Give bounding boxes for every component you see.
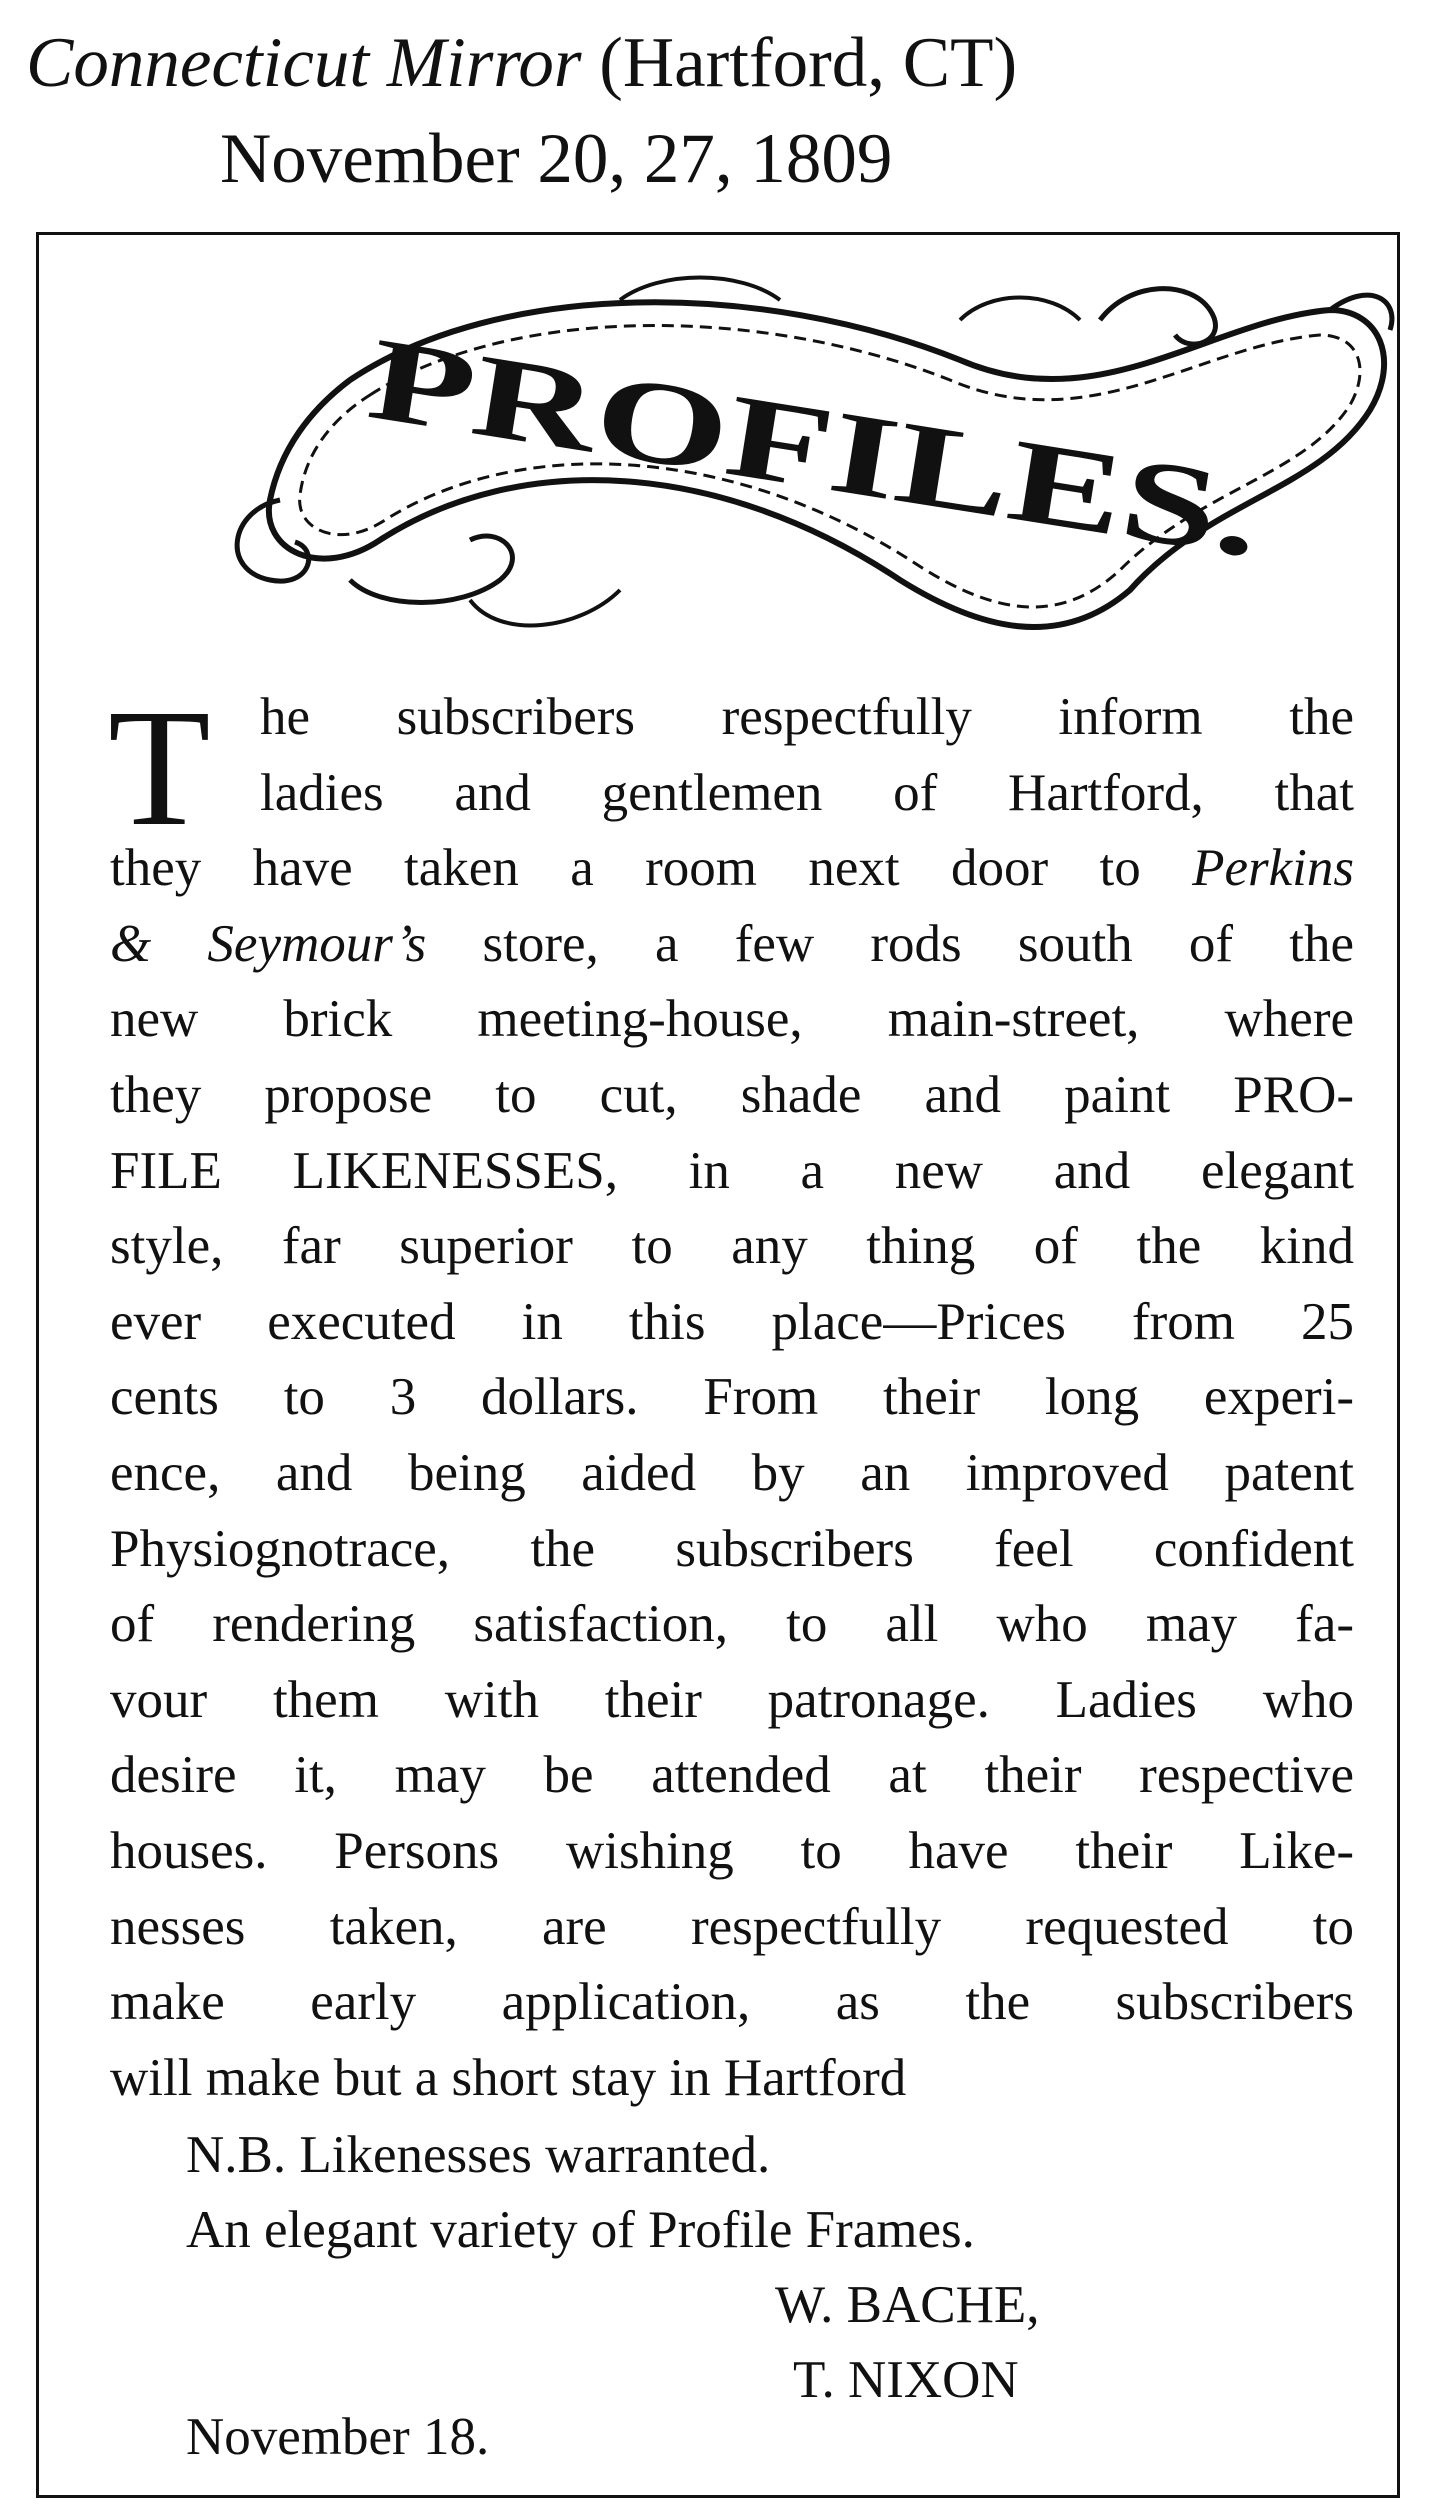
- italic-perkins: Perkins: [1192, 839, 1354, 898]
- drop-cap: T: [108, 675, 211, 861]
- advertisement-date: November 18.: [186, 2408, 490, 2466]
- publication-name: Connecticut Mirror: [26, 24, 582, 102]
- publication-line: [26, 18, 1017, 108]
- body-line: nesses taken, are respectfully requested to: [110, 1897, 1354, 1956]
- italic-seymour: & Seymour’s: [110, 914, 427, 973]
- signer-nixon: T. NIXON: [793, 2351, 1019, 2409]
- ribbon-banner-illustration: [200, 250, 1400, 670]
- publication-place: (Hartford, CT): [599, 24, 1018, 102]
- signer-bache: W. BACHE,: [775, 2276, 1040, 2334]
- body-line: style, far superior to any thing of the kind: [110, 1217, 1354, 1276]
- body-line: make early application, as the subscribers: [110, 1973, 1354, 2032]
- body-line: ladies and gentlemen of Hartford, that: [260, 763, 1354, 822]
- body-line: new brick meeting-house, main-street, where: [110, 990, 1354, 1049]
- body-line: he subscribers respectfully inform the: [260, 688, 1354, 746]
- body-line: will make but a short stay in Hartford: [110, 2048, 907, 2107]
- body-line: cents to 3 dollars. From their long experi-: [110, 1368, 1354, 1427]
- body-line: [110, 907, 1354, 983]
- body-line: desire it, may be attended at their respective: [110, 1746, 1354, 1805]
- publication-dates: November 20, 27, 1809: [220, 120, 893, 198]
- body-line-text: store, a few rods south of the: [482, 914, 1354, 973]
- banner-title: PROFILES.: [360, 312, 994, 539]
- note-frames: An elegant variety of Profile Frames.: [186, 2201, 975, 2259]
- body-line: ence, and being aided by an improved patent: [110, 1443, 1354, 1502]
- body-line: they propose to cut, shade and paint PRO-: [110, 1065, 1354, 1124]
- advertisement-body: [108, 675, 1354, 2116]
- body-line: of rendering satisfaction, to all who may fa-: [110, 1595, 1354, 1654]
- body-line-text: they have taken a room next door to: [110, 839, 1141, 898]
- body-line: houses. Persons wishing to have their Like-: [110, 1821, 1354, 1880]
- body-line: ever executed in this place—Prices from 25: [110, 1292, 1354, 1351]
- body-line: FILE LIKENESSES, in a new and elegant: [110, 1141, 1354, 1200]
- body-line: Physiognotrace, the subscribers feel confident: [110, 1519, 1354, 1578]
- body-line: vour them with their patronage. Ladies who: [110, 1670, 1354, 1729]
- body-line: [110, 831, 1354, 907]
- note-warranted: N.B. Likenesses warranted.: [186, 2126, 771, 2184]
